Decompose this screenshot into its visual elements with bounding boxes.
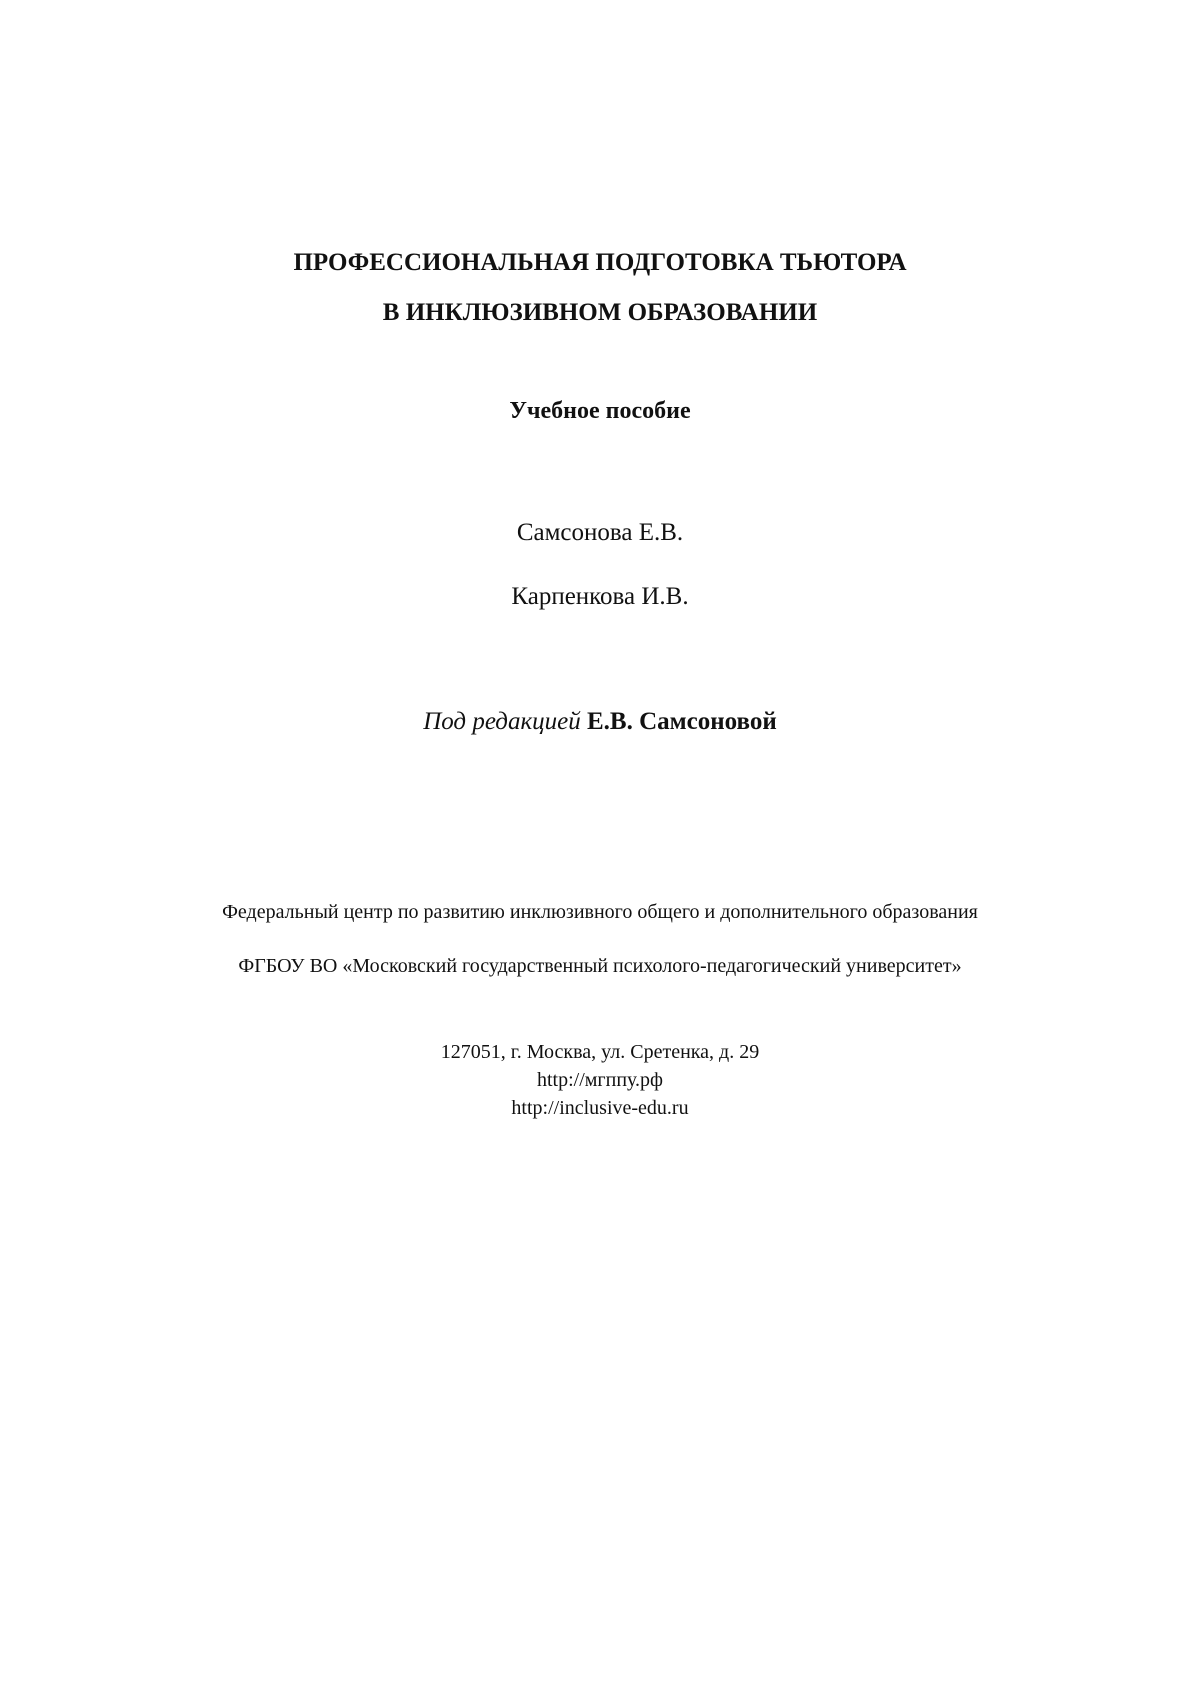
author-2: Карпенкова И.В. xyxy=(511,583,689,610)
title-line-1: ПРОФЕССИОНАЛЬНАЯ ПОДГОТОВКА ТЬЮТОРА xyxy=(293,249,907,276)
editor-prefix: Под редакцией xyxy=(423,708,581,735)
author-1: Самсонова Е.В. xyxy=(516,519,684,546)
editor-line xyxy=(0,707,1200,737)
address: 127051, г. Москва, ул. Сретенка, д. 29 xyxy=(440,1041,760,1063)
subtitle: Учебное пособие xyxy=(509,398,691,424)
organization-1: Федеральный центр по развитию инклюзивного общего и дополнительного образования xyxy=(222,901,978,923)
organization-2: ФГБОУ ВО «Московский государственный психолого-педагогический университет» xyxy=(238,955,962,977)
title-line-2: В ИНКЛЮЗИВНОМ ОБРАЗОВАНИИ xyxy=(382,299,818,326)
website-link-2: http://inclusive-edu.ru xyxy=(511,1097,689,1119)
website-link-1: http://мгппу.рф xyxy=(536,1069,663,1091)
editor-name: Е.В. Самсоновой xyxy=(587,708,777,735)
